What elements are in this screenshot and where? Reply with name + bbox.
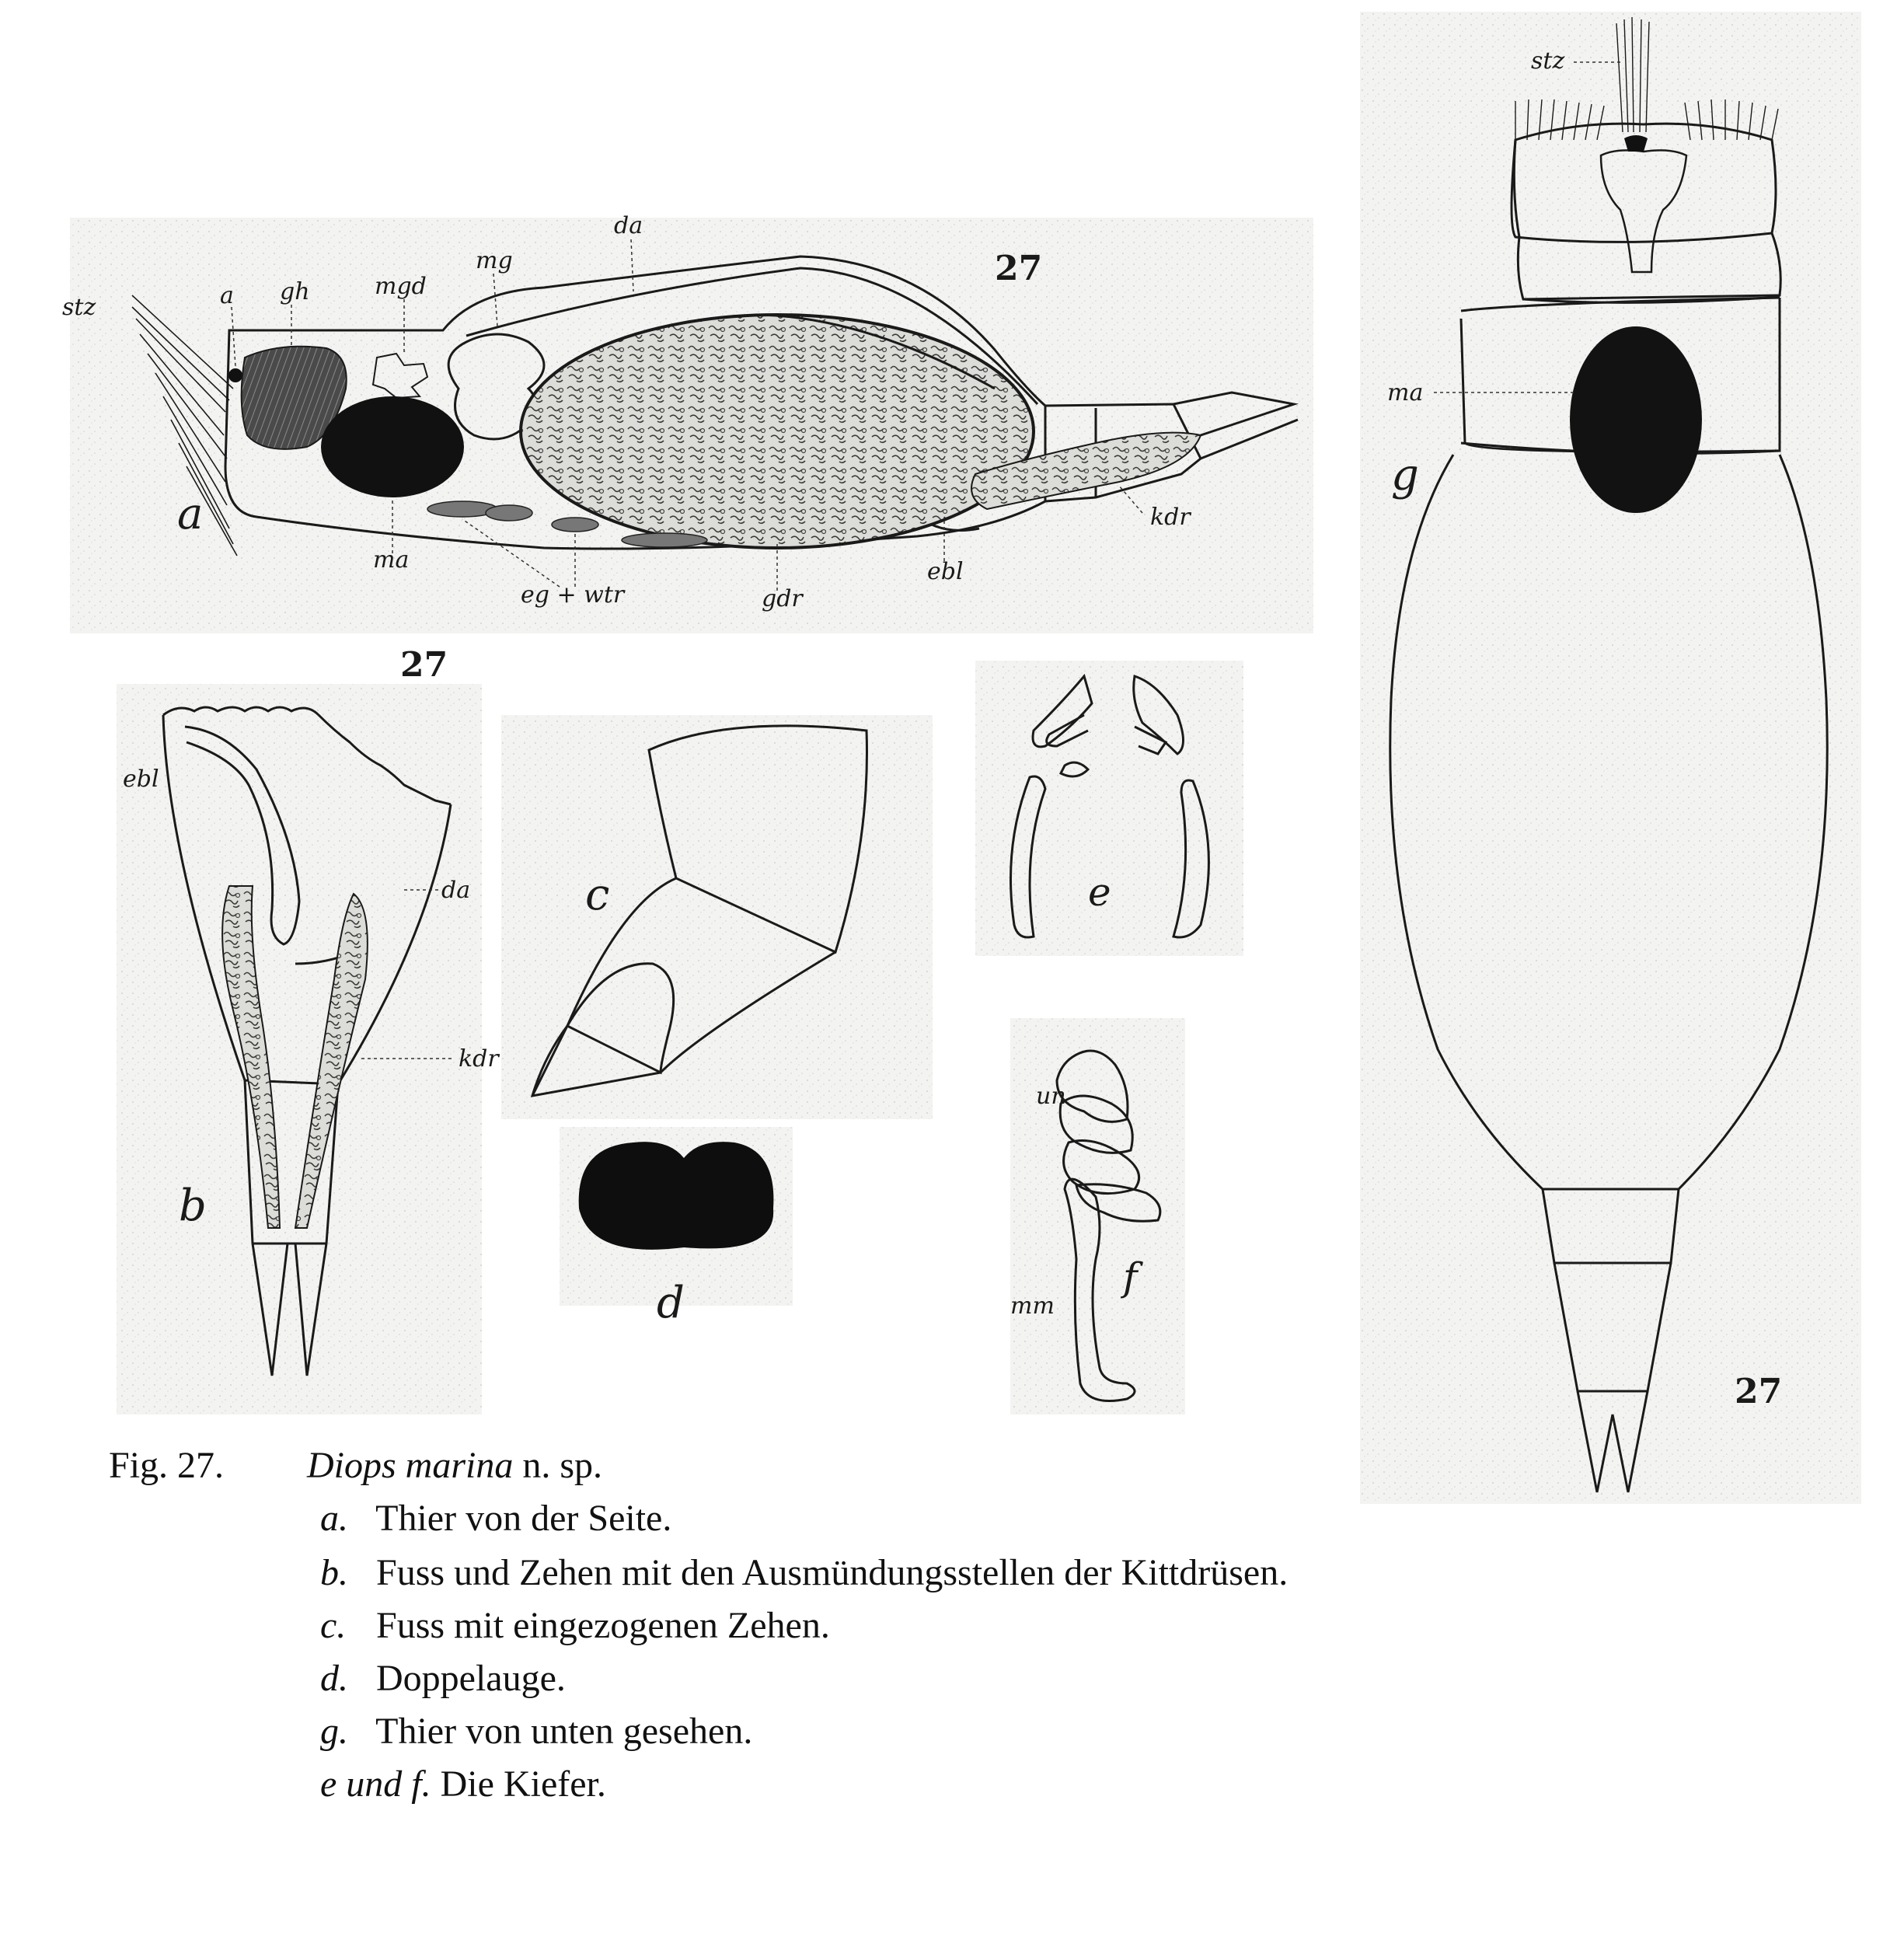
caption-species: Diops marina — [307, 1445, 514, 1486]
figure-e-letter: e — [1088, 870, 1111, 915]
caption-heading — [109, 1447, 602, 1484]
label-mg: mg — [476, 247, 513, 274]
label-mgd: mgd — [375, 273, 427, 300]
caption-text: Fuss und Zehen mit den Ausmündungsstellen der Kittdrüsen. — [376, 1552, 1289, 1593]
figure-b-letter: b — [179, 1181, 207, 1231]
double-eye-shape — [579, 1142, 774, 1250]
caption-letter: b. — [320, 1552, 348, 1593]
caption-line — [320, 1763, 606, 1805]
figure-f-letter: f — [1123, 1254, 1138, 1299]
label-ebl-a: ebl — [927, 558, 964, 585]
panel-c-background — [501, 715, 933, 1119]
caption-text: Die Kiefer. — [440, 1763, 606, 1805]
label-gh: gh — [280, 278, 310, 305]
plate-number-b: 27 — [400, 645, 448, 685]
caption-letter: a. — [320, 1498, 348, 1539]
figure-a-letter: a — [177, 489, 204, 539]
label-ebl-b: ebl — [123, 766, 159, 793]
label-kdr-b: kdr — [459, 1045, 499, 1073]
label-kdr-a: kdr — [1150, 504, 1191, 531]
caption-line — [320, 1554, 1288, 1592]
caption-line — [320, 1607, 830, 1645]
panel-g-background — [1360, 12, 1861, 1504]
label-gdr: gdr — [762, 585, 803, 612]
label-stz-a: stz — [62, 294, 96, 321]
label-mm: mm — [1010, 1292, 1055, 1320]
caption-text: Thier von der Seite. — [375, 1498, 672, 1539]
caption-text: Thier von unten gesehen. — [375, 1711, 753, 1752]
mastax-shape — [321, 396, 464, 497]
caption-fig-number: Fig. 27. — [109, 1445, 225, 1486]
label-eg-wtr: eg + wtr — [521, 581, 625, 609]
caption-text: Fuss mit eingezogenen Zehen. — [376, 1605, 830, 1646]
figure-c-letter: c — [585, 870, 610, 920]
label-un: un — [1036, 1083, 1066, 1110]
eye-spot-g — [1624, 135, 1648, 152]
caption-species-suffix: n. sp. — [522, 1445, 603, 1486]
label-da-b: da — [441, 877, 471, 904]
caption-letter: e und f. — [320, 1763, 431, 1805]
figure-g-letter: g — [1391, 450, 1419, 501]
label-da-a: da — [614, 212, 643, 239]
caption-letter: c. — [320, 1605, 347, 1646]
figure-d-letter: d — [657, 1278, 685, 1328]
label-a-eye: a — [220, 282, 234, 309]
caption-text: Doppelauge. — [376, 1658, 566, 1699]
label-ma-g: ma — [1387, 379, 1424, 406]
plate-number-g: 27 — [1735, 1372, 1783, 1411]
gastric-gland-shape — [521, 315, 1034, 548]
label-ma-a: ma — [373, 546, 410, 574]
eye-spot — [228, 368, 242, 382]
plate-number-a: 27 — [995, 249, 1043, 288]
caption-line — [320, 1713, 752, 1750]
label-stz-g: stz — [1531, 47, 1565, 75]
caption-line — [320, 1660, 566, 1697]
mastax-shape-g — [1570, 326, 1702, 513]
caption-line — [320, 1500, 671, 1537]
caption-letter: g. — [320, 1711, 348, 1752]
caption-letter: d. — [320, 1658, 348, 1699]
